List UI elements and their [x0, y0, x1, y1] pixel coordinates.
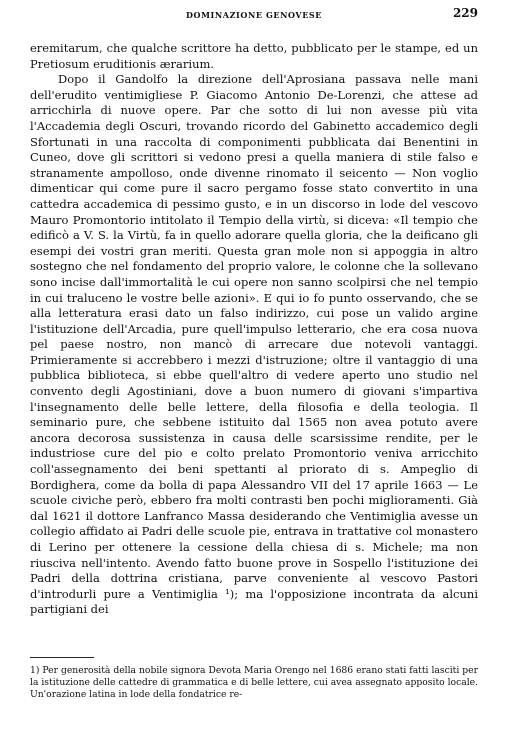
footnote: 1) Per generosità della nobile signora Devota Maria Orengo nel 1686 erano stati fatti lasciti per la istituzione delle cattedre di grammatica e di belle lettere, cui avea assegnato apposito locale. Un'orazione latina in lode della fondatrice re- — [30, 665, 478, 700]
paragraph-main: Dopo il Gandolfo la direzione dell'Aprosiana passava nelle mani dell'erudito ventimigliese P. Giacomo Antonio De-Lorenzi, che attese ad arricchirla di nuove opere. Par che sotto di lui non avesse più vita l'Accademia degli Oscuri, trovando ricordo del Gabinetto accademico degli Sfortunati in una raccolta di componimenti pubblicata dai Benentini in Cuneo, dove gli scrittori si vedono presi a quella maniera di stile falso e stranamente ampolloso, onde divenne rinomato il seicento — Non voglio dimenticar qui come pure il sacro pergamo fosse stato convertito in una cattedra accademica di pessimo gusto, e in un discorso in lode del vescovo Mauro Promontorio intitolato il Tempio della virtù, si diceva: «Il tempio che edificò a V. S. la Virtù, fa in quello adorare quella gloria, che la deificano gli esempi dei vostri gran meriti. Questa gran mole non si appoggia in altro sostegno che nel fondamento del proprio valore, le colonne che la sollevano sono incise dall'immortalità le cui opere non sanno scolpirsi che nel tempio in cui traluceno le vostre belle azioni». E qui io fo punto osservando, che se alla letteratura erasi dato un falso indirizzo, cui pose un valido argine l'istituzione dell'Arcadia, pure quell'impulso letterario, che era cosa nuova pel paese nostro, non mancò di arrecare due notevoli vantaggi. Primieramente si accrebbero i mezzi d'istruzione; oltre il vantaggio di una pubblica biblioteca, si ebbe quell'altro di vedere aperto uno studio nel convento degli Agostiniani, dove a buon numero di giovani s'impartiva l'insegnamento delle belle lettere, della filosofia e della teologia. Il seminario pure, che sebbene istituito dal 1565 non avea potuto avere ancora decorosa sussistenza in causa delle scarsissime rendite, per le industriose cure del pio e colto prelato Promontorio veniva arricchito coll'assegnamento dei beni spettanti al priorato di s. Ampeglio di Bordighera, come da bolla di papa Alessandro VII del 17 aprile 1663 — Le scuole civiche però, ebbero fra molti contrasti ben pochi miglioramenti. Già dal 1621 il dottore Lanfranco Massa desiderando che Ventimiglia avesse un collegio affidato ai Padri delle scuole pie, entrava in trattative col monastero di Lerino per ottenere la cessione della chiesa di s. Michele; ma non riusciva nell'intento. Avendo fatto buone prove in Sospello l'istituzione dei Padri della dottrina cristiana, parve conveniente al vescovo Pastori d'introdurli pure a Ventimiglia ¹); ma l'opposizione incontrata da alcuni partigiani dei — [30, 72, 478, 617]
paragraph-continuation: eremitarum, che qualche scrittore ha detto, pubblicato per le stampe, ed un Pretiosum eruditionis ærarium. — [30, 41, 478, 71]
footnote-rule — [30, 657, 94, 658]
running-title: DOMINAZIONE GENOVESE — [185, 10, 323, 20]
body-text — [30, 41, 478, 618]
page-number: 229 — [452, 6, 478, 20]
running-header — [30, 4, 478, 24]
